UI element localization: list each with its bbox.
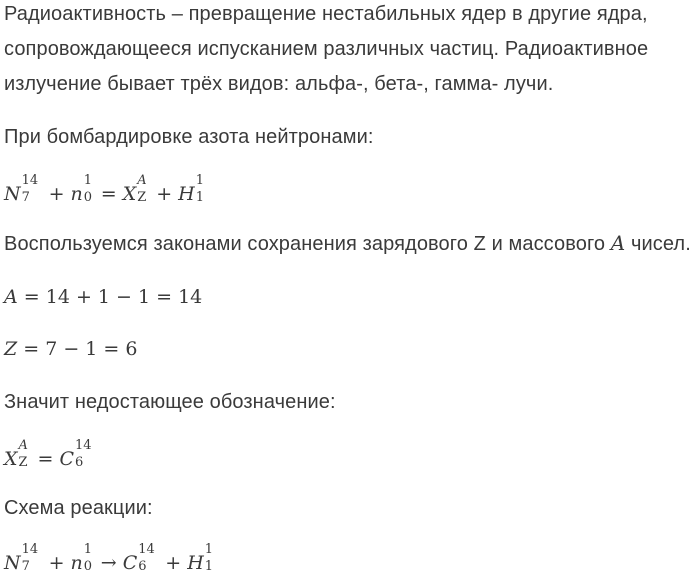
intro-line-1: Радиоактивность – превращение нестабильных ядер в другие ядра,: [4, 3, 648, 25]
nitrogen-indices: [21, 542, 43, 574]
hydrogen-indices: [195, 173, 207, 205]
reaction-arrow: →: [100, 552, 117, 574]
conclusion-text: Значит недостающее обозначение:: [4, 391, 336, 413]
charge-number-lhs: Z: [4, 338, 18, 360]
unknown-mass-number: A: [18, 438, 28, 453]
reaction-scheme-equation: [4, 542, 216, 575]
neutron-symbol: n: [70, 183, 83, 205]
unknown-nucleus-symbol: X: [4, 448, 18, 470]
carbon-mass-number: 14: [138, 542, 155, 557]
intro-line-2: сопровождающееся испусканием различных частиц. Радиоактивное: [4, 38, 649, 60]
unknown-charge-number: Z: [18, 455, 28, 470]
unknown-mass-number: A: [137, 173, 147, 188]
nitrogen-charge-number: 7: [21, 190, 30, 205]
plus-sign: +: [48, 552, 65, 574]
charge-number-rhs: = 7 − 1 = 6: [23, 338, 138, 360]
hydrogen-charge-number: 1: [195, 190, 205, 205]
neutron-mass-number: 1: [83, 542, 93, 557]
mass-number-rhs: = 14 + 1 − 1 = 14: [23, 286, 203, 308]
hydrogen-symbol: H: [178, 183, 195, 205]
unknown-nucleus-symbol: X: [122, 183, 137, 205]
equals-sign: =: [100, 183, 117, 205]
unknown-charge-number: Z: [137, 190, 147, 205]
nitrogen-symbol: N: [4, 183, 21, 205]
carbon-indices: [137, 542, 159, 574]
hydrogen-mass-number: 1: [195, 173, 205, 188]
nitrogen-charge-number: 7: [21, 559, 30, 574]
carbon-mass-number: 14: [75, 438, 92, 453]
neutron-charge-number: 0: [83, 190, 93, 205]
carbon-charge-number: 6: [75, 455, 84, 470]
equals-sign: =: [37, 448, 54, 470]
neutron-mass-number: 1: [83, 173, 93, 188]
hydrogen-charge-number: 1: [204, 559, 214, 574]
mass-number-equation: [4, 285, 202, 309]
plus-sign: +: [48, 183, 65, 205]
plus-sign: +: [165, 552, 182, 574]
bombardment-text: При бомбардировке азота нейтронами:: [4, 126, 374, 148]
mass-number-lhs: A: [4, 286, 18, 308]
reaction-equation-1: [4, 173, 207, 206]
identification-equation: [4, 438, 96, 471]
hydrogen-symbol: H: [187, 552, 204, 574]
conservation-laws-text: [4, 231, 691, 256]
nitrogen-indices: [21, 173, 43, 205]
conservation-laws-text-end: чисел.: [625, 233, 691, 255]
neutron-indices: [83, 542, 95, 574]
nitrogen-mass-number: 14: [21, 173, 39, 188]
nitrogen-mass-number: 14: [21, 542, 39, 557]
nitrogen-symbol: N: [4, 552, 21, 574]
scheme-heading: Схема реакции:: [4, 497, 153, 519]
mass-number-variable: A: [610, 231, 626, 255]
neutron-symbol: n: [70, 552, 83, 574]
unknown-nucleus-indices: [136, 173, 150, 205]
carbon-symbol: C: [59, 448, 74, 470]
hydrogen-mass-number: 1: [204, 542, 214, 557]
unknown-nucleus-indices: [18, 438, 32, 470]
hydrogen-indices: [204, 542, 216, 574]
neutron-charge-number: 0: [83, 559, 93, 574]
carbon-indices: [74, 438, 96, 470]
plus-sign: +: [156, 183, 173, 205]
neutron-indices: [83, 173, 95, 205]
charge-number-equation: [4, 337, 137, 361]
carbon-charge-number: 6: [138, 559, 147, 574]
carbon-symbol: C: [122, 552, 138, 574]
intro-line-3: излучение бывает трёх видов: альфа-, бета-, гамма- лучи.: [4, 73, 554, 95]
conservation-laws-text-start: Воспользуемся законами сохранения зарядового Z и массового: [4, 233, 611, 255]
